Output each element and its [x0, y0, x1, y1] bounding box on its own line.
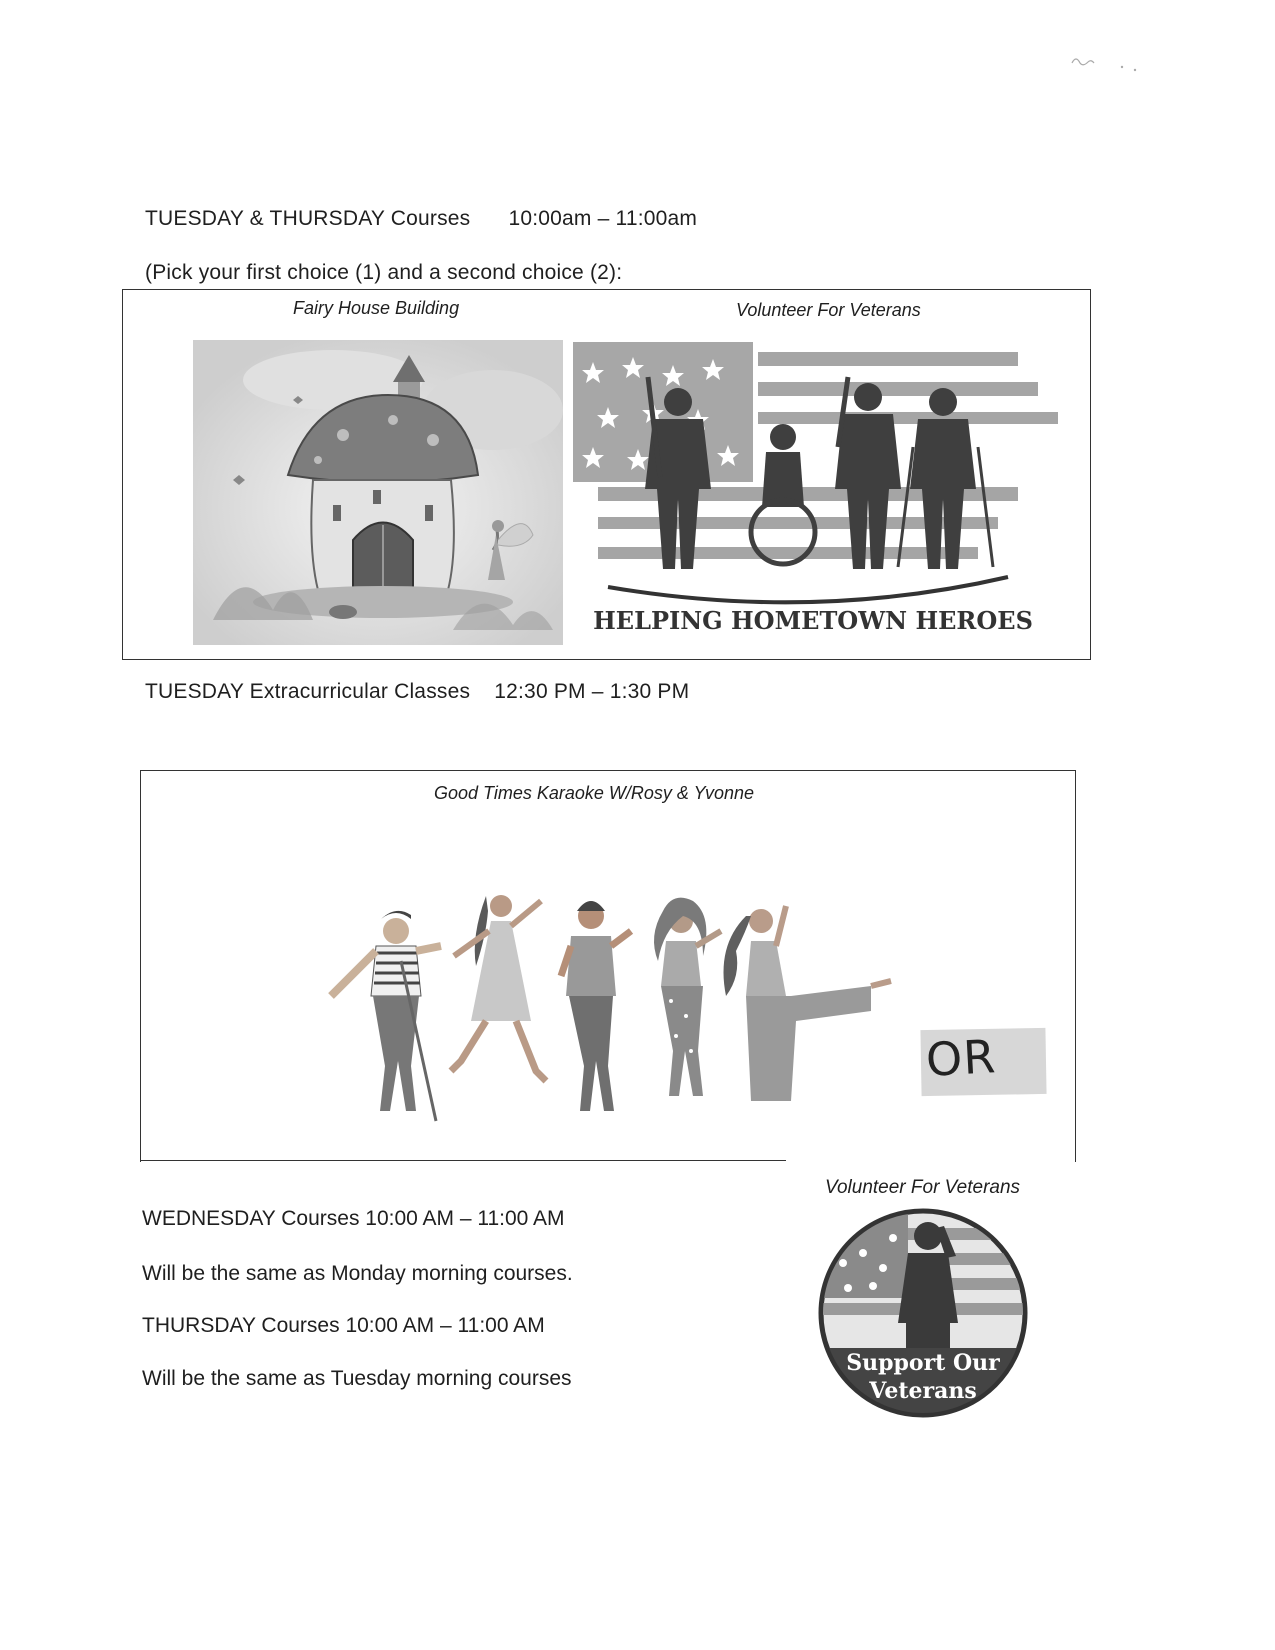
section1-time: 10:00am – 11:00am [508, 207, 698, 230]
section2-title [145, 680, 689, 704]
volunteer-veterans-caption: Volunteer For Veterans [736, 300, 921, 320]
thursday-note: Will be the same as Tuesday morning courses [142, 1367, 572, 1390]
section2-options-box [140, 770, 1076, 1162]
scan-mark-icon [1060, 45, 1160, 105]
fairy-house-caption: Fairy House Building [293, 298, 460, 318]
karaoke-caption: Good Times Karaoke W/Rosy & Yvonne [434, 783, 754, 803]
fairy-house-icon [193, 340, 563, 645]
support-veterans-badge-icon [818, 1208, 1028, 1423]
section2-time: 12:30 PM – 1:30 PM [494, 680, 690, 703]
section2-title-text: TUESDAY Extracurricular Classes [145, 680, 471, 703]
badge-line1: Support Our [846, 1350, 1000, 1376]
wednesday-note: Will be the same as Monday morning courses. [142, 1262, 573, 1285]
helping-heroes-banner: HELPING HOMETOWN HEROES [593, 606, 1033, 635]
section1-title [145, 207, 697, 231]
wednesday-title: WEDNESDAY Courses 10:00 AM – 11:00 AM [142, 1207, 565, 1230]
handwritten-or: OR [924, 1029, 998, 1087]
section1-options-box [122, 289, 1091, 660]
badge-line2: Veterans [869, 1378, 977, 1404]
karaoke-singers-icon [311, 891, 911, 1151]
section2-box-bottom [140, 1160, 786, 1161]
section1-instruction: (Pick your first choice (1) and a second choice (2): [145, 261, 623, 284]
section1-title-text: TUESDAY & THURSDAY Courses [145, 207, 471, 230]
thursday-title: THURSDAY Courses 10:00 AM – 11:00 AM [142, 1314, 545, 1337]
volunteer-veterans-caption-2: Volunteer For Veterans [825, 1177, 1021, 1198]
helping-heroes-icon [568, 337, 1058, 642]
